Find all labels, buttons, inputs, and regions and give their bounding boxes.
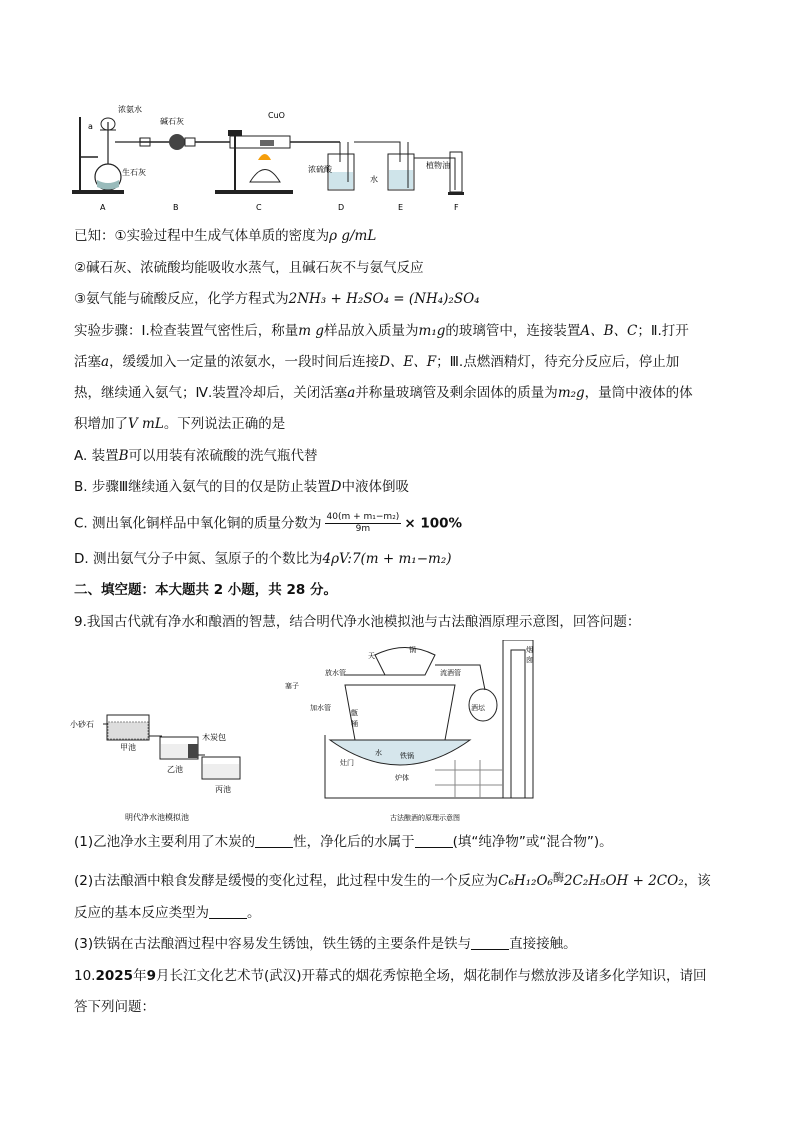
blank-1-2[interactable] bbox=[415, 833, 453, 848]
label-jiashui: 加水管 bbox=[310, 704, 331, 712]
q9-part-2-cont: 反应的基本反应类型为 。 bbox=[74, 905, 261, 921]
option-c: C. 测出氧化铜样品中氧化铜的质量分数为 $\frac{\text{40(m + m₁−m₂)}}{9m}$ × 100% bbox=[74, 512, 463, 534]
label-sodalime: 碱石灰 bbox=[160, 117, 184, 126]
label-jiutan: 酒坛 bbox=[471, 704, 485, 712]
q9-title: 9.我国古代就有净水和酿酒的智慧，结合明代净水池模拟池与古法酿酒原理示意图，回答问题： bbox=[74, 614, 641, 630]
steps-line-2: 活塞a，缓缓加入一定量的浓氨水，一段时间后连接D、E、F；Ⅲ.点燃酒精灯，待充分反应后，停止加 bbox=[74, 354, 680, 370]
known-1: 已知：①实验过程中生成气体单质的密度为ρ g/mL bbox=[74, 228, 377, 244]
steps-line-4: 积增加了V mL。下列说法正确的是 bbox=[74, 416, 286, 432]
blank-2-1[interactable] bbox=[209, 904, 247, 919]
letter-B: B bbox=[173, 203, 179, 212]
water-purification-figure bbox=[70, 700, 260, 825]
label-luti: 炉体 bbox=[395, 774, 409, 782]
letter-C: C bbox=[256, 203, 262, 212]
q10-line-1: 10.2025年9月长江文化艺术节(武汉)开幕式的烟花秀惊艳全场，烟花制作与燃放涉及诸多化学知识，请回 bbox=[74, 968, 707, 984]
label-yanzi: 塞子 bbox=[285, 682, 299, 690]
label-yi: 乙池 bbox=[167, 765, 183, 774]
label-oil: 植物油 bbox=[426, 161, 450, 170]
label-yan: 烟 bbox=[526, 646, 533, 654]
label-tong: 桶 bbox=[351, 720, 358, 728]
blank-3-1[interactable] bbox=[471, 935, 509, 950]
blank-1-1[interactable] bbox=[255, 833, 293, 848]
q10-line-2: 答下列问题： bbox=[74, 999, 155, 1015]
option-a: A. 装置B可以用装有浓硫酸的洗气瓶代替 bbox=[74, 448, 318, 464]
label-bing: 丙池 bbox=[215, 785, 231, 794]
label-zeng: 甑 bbox=[351, 709, 358, 717]
label-cuo: CuO bbox=[268, 111, 285, 120]
q9-part-2: (2)古法酿酒中粮食发酵是缓慢的变化过程，此过程中发生的一个反应为C₆H₁₂O₆酶2C₂H₅OH + 2CO₂，该 bbox=[74, 868, 711, 891]
letter-A: A bbox=[100, 203, 106, 212]
label-liujiu: 流酒管 bbox=[440, 669, 461, 677]
label-charcoal: 木炭包 bbox=[202, 733, 226, 742]
known-3: ③氨气能与硫酸反应，化学方程式为2NH₃ + H₂SO₄ = (NH₄)₂SO₄ bbox=[74, 291, 480, 307]
enzyme-condition: 酶 bbox=[552, 871, 564, 884]
apparatus-figure bbox=[70, 102, 475, 214]
section-2-heading: 二、填空题：本大题共 2 小题，共 28 分。 bbox=[74, 582, 337, 598]
caption-brewing: 古法酿酒的原理示意图 bbox=[390, 814, 460, 822]
label-sand: 小砂石 bbox=[70, 720, 94, 729]
steps-line-3: 热，继续通入氨气；Ⅳ.装置冷却后，关闭活塞a并称量玻璃管及剩余固体的质量为m₂g，量筒中液体的体 bbox=[74, 385, 693, 401]
option-c-fraction: $\frac{\text{40(m + m₁−m₂)}}{9m}$ bbox=[326, 512, 400, 534]
caption-water: 明代净水池模拟池 bbox=[125, 813, 189, 822]
label-ammonia: 浓氨水 bbox=[118, 105, 142, 114]
label-guo: 锅 bbox=[409, 646, 416, 654]
steps-line-1: 实验步骤：Ⅰ.检查装置气密性后，称量m g样品放入质量为m₁g的玻璃管中，连接装置A、B、C；Ⅱ.打开 bbox=[74, 323, 689, 339]
label-water: 水 bbox=[370, 175, 378, 184]
known-2: ②碱石灰、浓硫酸均能吸收水蒸气，且碱石灰不与氨气反应 bbox=[74, 260, 424, 276]
option-b: B. 步骤Ⅲ继续通入氨气的目的仅是防止装置D中液体倒吸 bbox=[74, 479, 409, 495]
label-zaomen: 灶门 bbox=[340, 759, 354, 767]
label-lime: 生石灰 bbox=[122, 168, 146, 177]
letter-E: E bbox=[398, 203, 404, 212]
label-valve-a: a bbox=[88, 122, 93, 131]
label-jia: 甲池 bbox=[120, 743, 136, 752]
q9-part-1: (1)乙池净水主要利用了木炭的 性，净化后的水属于 (填“纯净物”或“混合物”)。 bbox=[74, 834, 613, 850]
label-tieguo: 铁锅 bbox=[400, 752, 414, 760]
label-tian: 天 bbox=[368, 652, 375, 660]
label-shui: 水 bbox=[375, 749, 382, 757]
letter-D: D bbox=[338, 203, 345, 212]
label-acid: 浓硫酸 bbox=[308, 165, 332, 174]
letter-F: F bbox=[454, 203, 459, 212]
label-fangshui: 放水管 bbox=[325, 669, 346, 677]
label-tube: 囱 bbox=[526, 656, 533, 664]
q9-part-3: (3)铁锅在古法酿酒过程中容易发生锈蚀，铁生锈的主要条件是铁与 直接接触。 bbox=[74, 936, 577, 952]
option-d: D. 测出氨气分子中氮、氢原子的个数比为4ρV:7(m + m₁−m₂) bbox=[74, 551, 452, 567]
brewing-figure bbox=[285, 640, 545, 825]
